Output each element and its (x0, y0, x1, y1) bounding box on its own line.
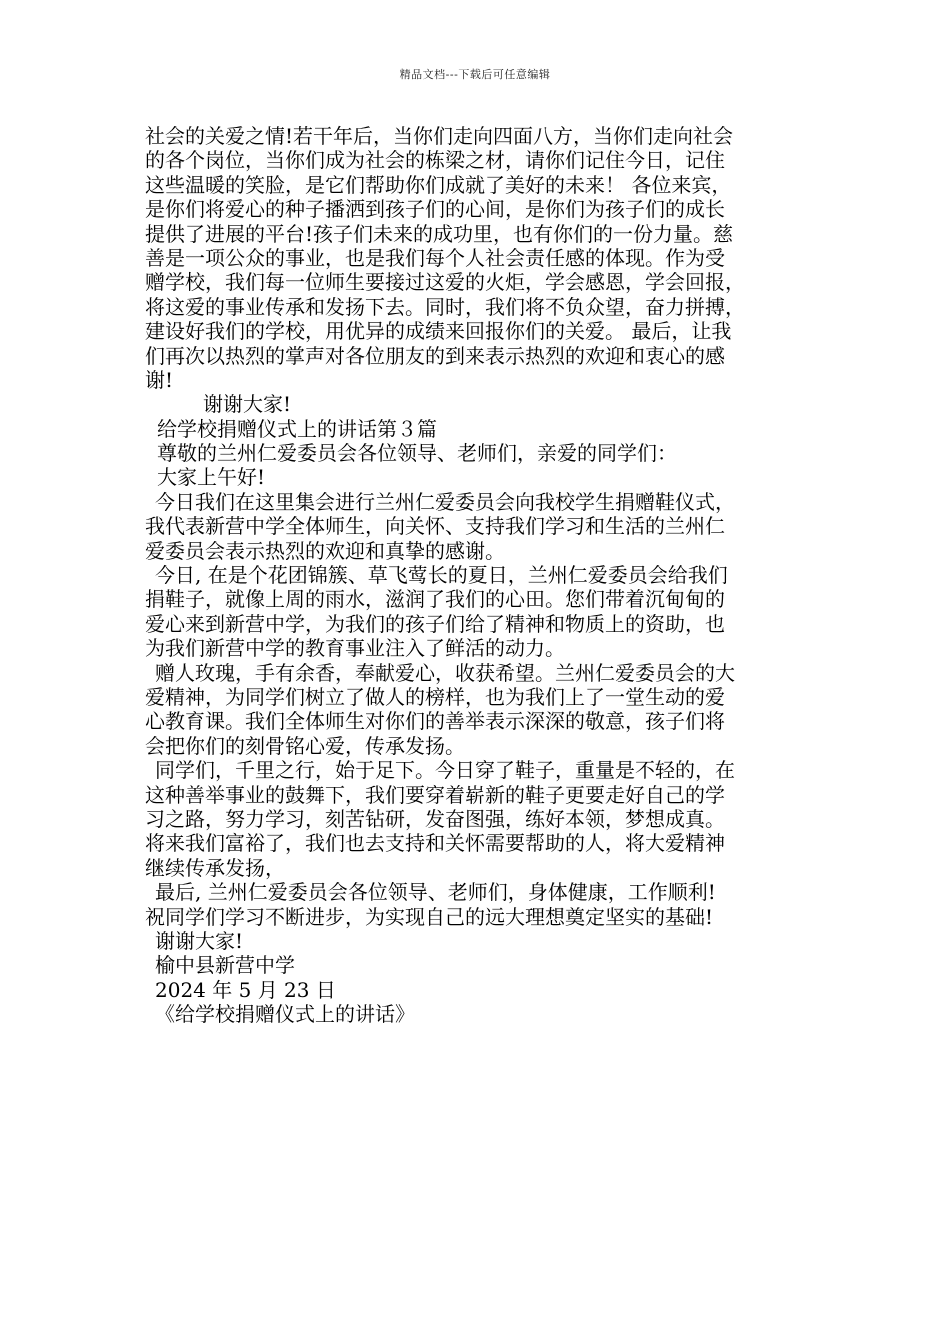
text-line: 今日, 在是个花团锦簇、草飞莺长的夏日，兰州仁爱委员会给我们 (155, 563, 728, 588)
text-line: 会把你们的刻骨铭心爱，传承发扬。 (145, 733, 465, 758)
text-line: 谢! (145, 367, 174, 392)
document-body (145, 124, 815, 1026)
salutation: 尊敬的兰州仁爱委员会各位领导、老师们，亲爱的同学们： (157, 441, 677, 466)
text-line: 捐鞋子，就像上周的雨水，滋润了我们的心田。您们带着沉甸甸的 (145, 587, 725, 612)
text-line: 的各个岗位，当你们成为社会的栋梁之材，请你们记住今日，记住 (145, 148, 725, 173)
text-line: 善是一项公众的事业，也是我们每个人社会责任感的体现。作为受 (145, 245, 725, 270)
text-line: 爱精神，为同学们树立了做人的榜样，也为我们上了一堂生动的爱 (145, 684, 725, 709)
text-line: 同学们，千里之行，始于足下。今日穿了鞋子，重量是不轻的，在 (155, 758, 735, 783)
text-line: 赠学校，我们每一位师生要接过这爱的火炬，学会感恩，学会回报， (145, 270, 745, 295)
text-line: 是你们将爱心的种子播洒到孩子们的心间，是你们为孩子们的成长 (145, 197, 725, 222)
page-header: 精品文档---下载后可任意编辑 (399, 68, 551, 81)
thanks-line: 谢谢大家! (203, 392, 292, 417)
closing-thanks: 谢谢大家! (155, 928, 244, 953)
text-line: 心教育课。我们全体师生对你们的善举表示深深的敬意，孩子们将 (145, 709, 725, 734)
text-line: 爱心来到新营中学，为我们的孩子们给了精神和物质上的资助，也 (145, 611, 725, 636)
text-line: 赠人玫瑰，手有余香，奉献爱心，收获希望。兰州仁爱委员会的大 (155, 660, 735, 685)
document-title-footer: 《给学校捐赠仪式上的讲话》 (155, 1002, 415, 1027)
text-line: 社会的关爱之情!若干年后，当你们走向四面八方，当你们走向社会 (145, 124, 734, 148)
text-line: 爱委员会表示热烈的欢迎和真挚的感谢。 (145, 538, 505, 563)
greeting: 大家上午好! (157, 465, 266, 490)
signature-date: 2024 年 5 月 23 日 (155, 977, 336, 1002)
text-line: 习之路，努力学习，刻苦钻研，发奋图强，练好本领，梦想成真。 (145, 806, 725, 831)
text-line: 们再次以热烈的掌声对各位朋友的到来表示热烈的欢迎和衷心的感 (145, 343, 725, 368)
text-line: 建设好我们的学校，用优异的成绩来回报你们的关爱。 最后，让我 (145, 319, 732, 344)
text-line: 今日我们在这里集会进行兰州仁爱委员会向我校学生捐赠鞋仪式， (155, 489, 735, 514)
section-heading: 给学校捐赠仪式上的讲话第３篇 (157, 416, 437, 441)
text-line: 将这爱的事业传承和发扬下去。同时，我们将不负众望，奋力拼搏， (145, 294, 745, 319)
text-line: 将来我们富裕了，我们也去支持和关怀需要帮助的人，将大爱精神 (145, 831, 725, 856)
text-line: 我代表新营中学全体师生，向关怀、支持我们学习和生活的兰州仁 (145, 514, 725, 539)
text-line: 这种善举事业的鼓舞下，我们要穿着崭新的鞋子更要走好自己的学 (145, 782, 725, 807)
signature-school: 榆中县新营中学 (155, 953, 295, 978)
text-line: 继续传承发扬， (145, 855, 285, 880)
text-line: 最后, 兰州仁爱委员会各位领导、老师们，身体健康，工作顺利! (155, 880, 716, 905)
text-line: 为我们新营中学的教育事业注入了鲜活的动力。 (145, 636, 565, 661)
text-line: 这些温暖的笑脸，是它们帮助你们成就了美好的未来！ 各位来宾， (145, 172, 732, 197)
text-line: 提供了进展的平台!孩子们未来的成功里，也有你们的一份力量。慈 (145, 221, 734, 246)
text-line: 祝同学们学习不断进步，为实现自己的远大理想奠定坚实的基础! (145, 904, 714, 929)
